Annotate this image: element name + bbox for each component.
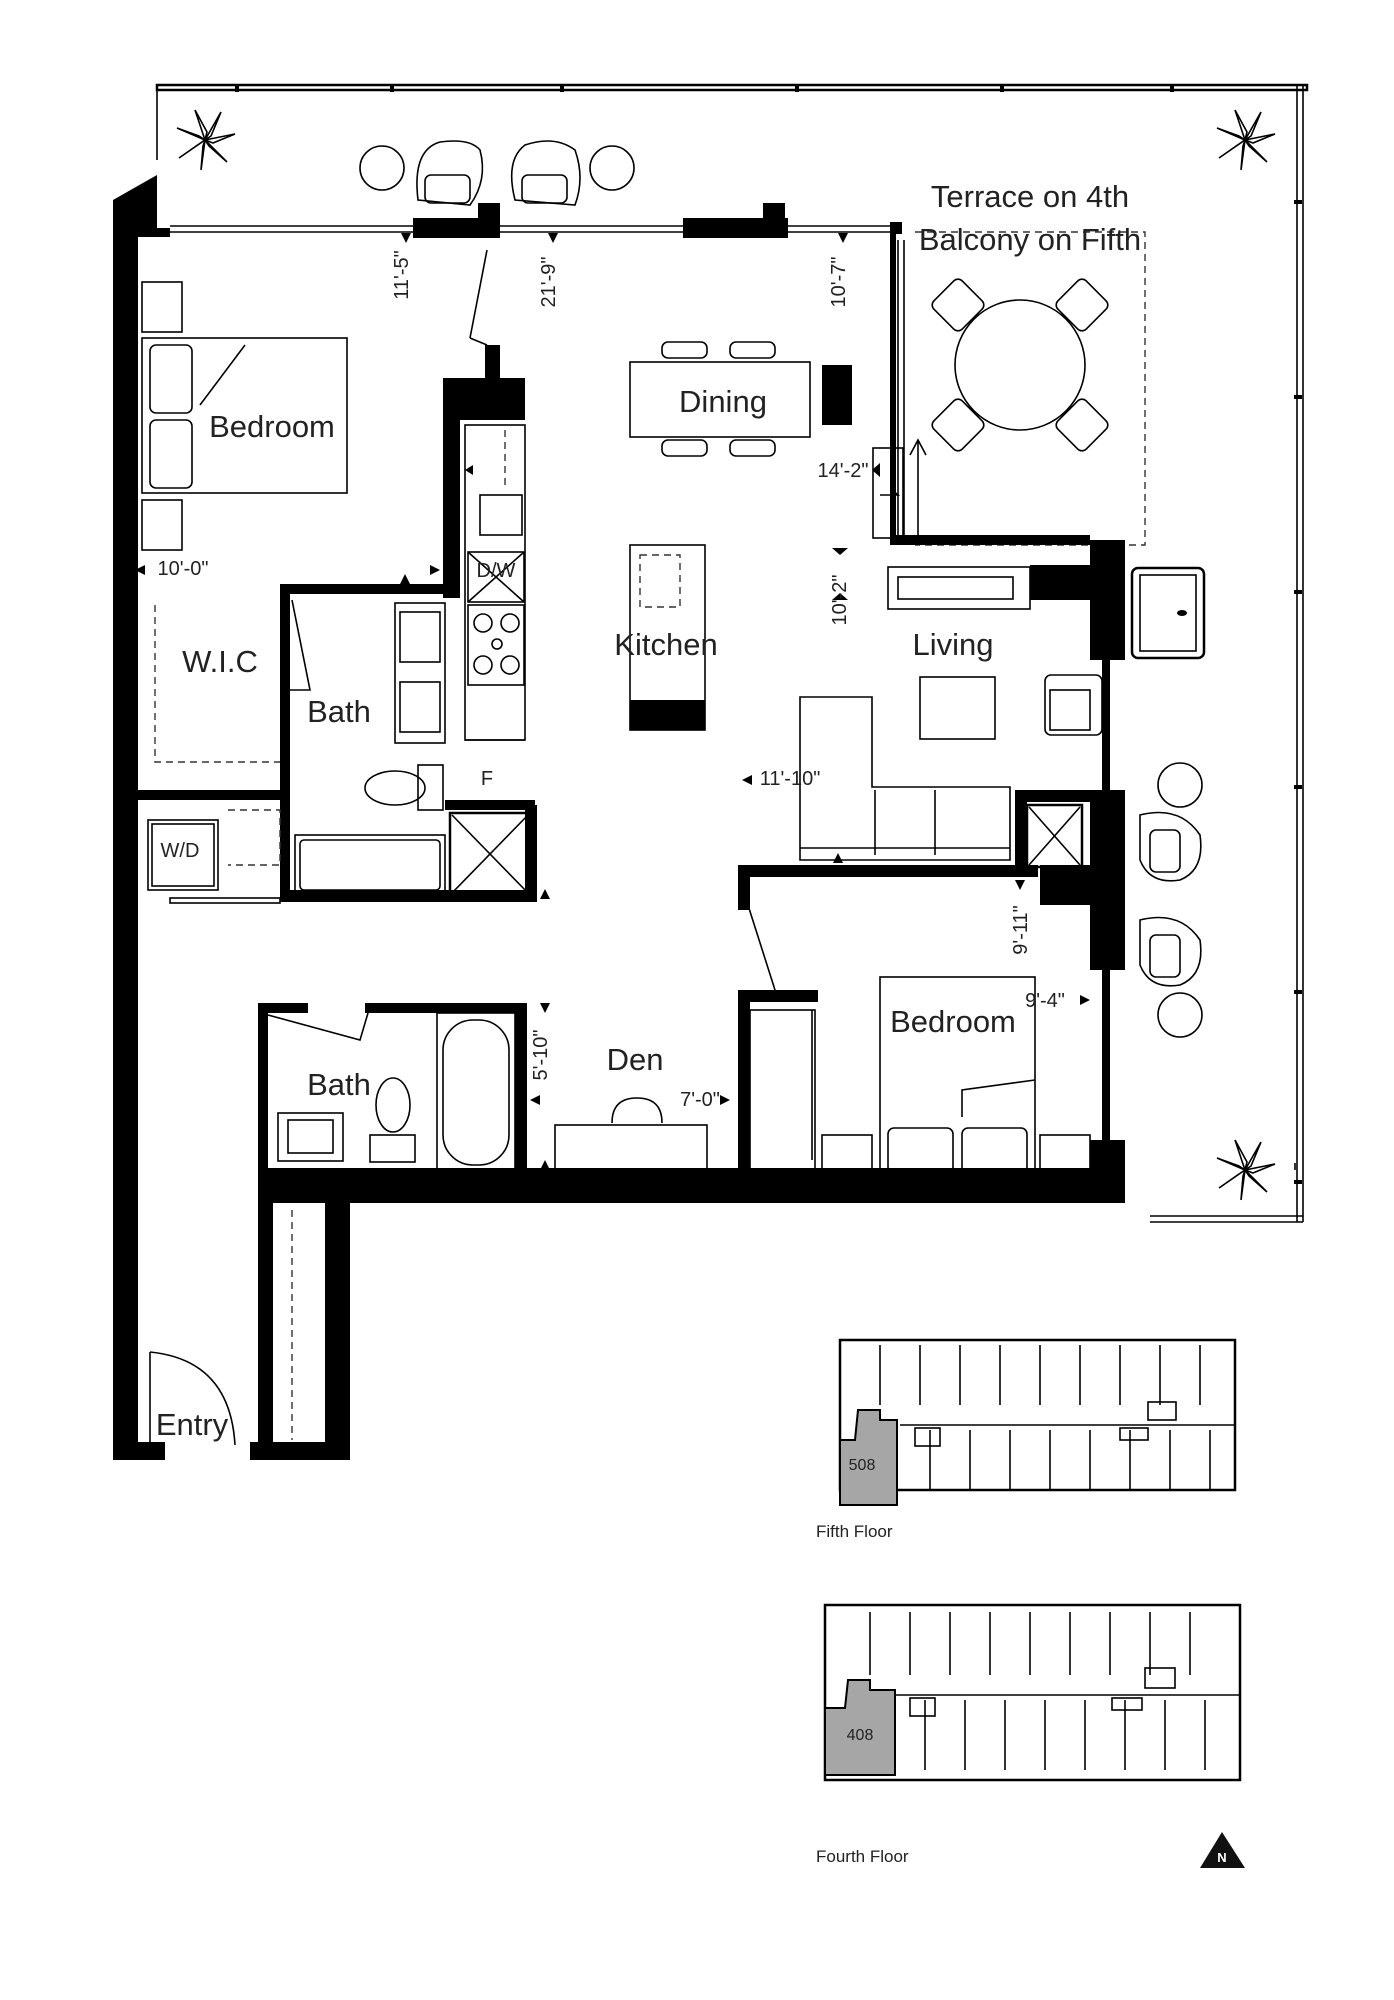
- dim-bedroom-main-width: 10'-0": [157, 558, 209, 580]
- walls: [113, 175, 1125, 1460]
- vanity-icon: [278, 1113, 343, 1161]
- plant-icon: [1217, 110, 1275, 170]
- toilet-icon: [370, 1078, 415, 1162]
- toilet-icon: [365, 765, 443, 810]
- lounge-chair-icon: [1140, 813, 1201, 881]
- side-table-icon: [1158, 763, 1202, 807]
- bedroom-second-label: Bedroom: [890, 1004, 1016, 1039]
- dim-living-width: 11'-10": [759, 768, 821, 790]
- fridge-label: F: [480, 768, 494, 790]
- den-label: Den: [606, 1042, 664, 1077]
- kitchen-label: Kitchen: [614, 627, 718, 662]
- dim-den-depth: 5'-10": [530, 1029, 552, 1081]
- tv-console-icon: [888, 567, 1030, 609]
- terrace-label-line2: Balcony on Fifth: [918, 222, 1142, 257]
- kitchen-counter-icon: [465, 425, 525, 740]
- coffee-table-icon: [920, 677, 995, 739]
- lounge-chair-icon: [1140, 918, 1201, 986]
- entry-label: Entry: [155, 1407, 229, 1442]
- bbq-icon: [1132, 568, 1204, 658]
- bath-main-label: Bath: [307, 1067, 371, 1102]
- living-label: Living: [912, 627, 994, 662]
- dim-bedroom-second-depth: 9'-11": [1010, 905, 1032, 955]
- side-table-icon: [590, 146, 634, 190]
- washer-dryer-label: W/D: [160, 840, 200, 862]
- closet-icon: [750, 1010, 815, 1175]
- side-table-icon: [360, 146, 404, 190]
- sofa-icon: [800, 697, 1010, 860]
- lounge-chair-icon: [417, 141, 483, 205]
- keyplan-fourth-unit: 408: [846, 1727, 874, 1744]
- dim-dining-depth: 10'-7": [828, 256, 850, 308]
- keyplan-fifth-caption: Fifth Floor: [816, 1522, 893, 1541]
- nightstand-icon: [142, 282, 182, 332]
- armchair-icon: [1045, 675, 1102, 735]
- keyplan-fifth-unit: 508: [848, 1457, 876, 1474]
- nightstand-icon: [142, 500, 182, 550]
- dining-label: Dining: [679, 384, 767, 419]
- bedroom-main-label: Bedroom: [209, 409, 335, 444]
- bathtub-icon: [295, 835, 445, 895]
- lounge-chair-icon: [512, 141, 580, 205]
- north-label: N: [1217, 1850, 1227, 1865]
- north-arrow-icon: [1200, 1832, 1245, 1868]
- bathtub-icon: [437, 1013, 515, 1171]
- bath-ensuite-label: Bath: [307, 694, 371, 729]
- plant-icon: [177, 110, 235, 170]
- terrace-label-line1: Terrace on 4th: [930, 179, 1130, 214]
- dim-bedroom-main-depth: 11'-5": [391, 250, 413, 300]
- keyplan-fourth-floor: [825, 1605, 1240, 1780]
- vanity-icon: [395, 603, 445, 743]
- plant-icon: [1217, 1140, 1275, 1200]
- sliding-door-icon: [873, 440, 926, 540]
- keyplan-fifth-floor: [840, 1340, 1235, 1505]
- dishwasher-label: D/W: [476, 560, 516, 582]
- dim-bedroom-second-width: 9'-4": [1025, 990, 1065, 1012]
- dim-den-width: 7'-0": [680, 1089, 720, 1111]
- windows: [170, 226, 1109, 1140]
- wic-label: W.I.C: [182, 644, 258, 679]
- side-table-icon: [1158, 993, 1202, 1037]
- dim-terrace-width: 14'-2": [817, 460, 869, 482]
- dim-living-depth: 10'-2": [829, 574, 851, 626]
- dim-dining-width: 21'-9": [538, 256, 560, 308]
- keyplan-fourth-caption: Fourth Floor: [816, 1847, 909, 1866]
- outdoor-dining-table-icon: [930, 277, 1111, 454]
